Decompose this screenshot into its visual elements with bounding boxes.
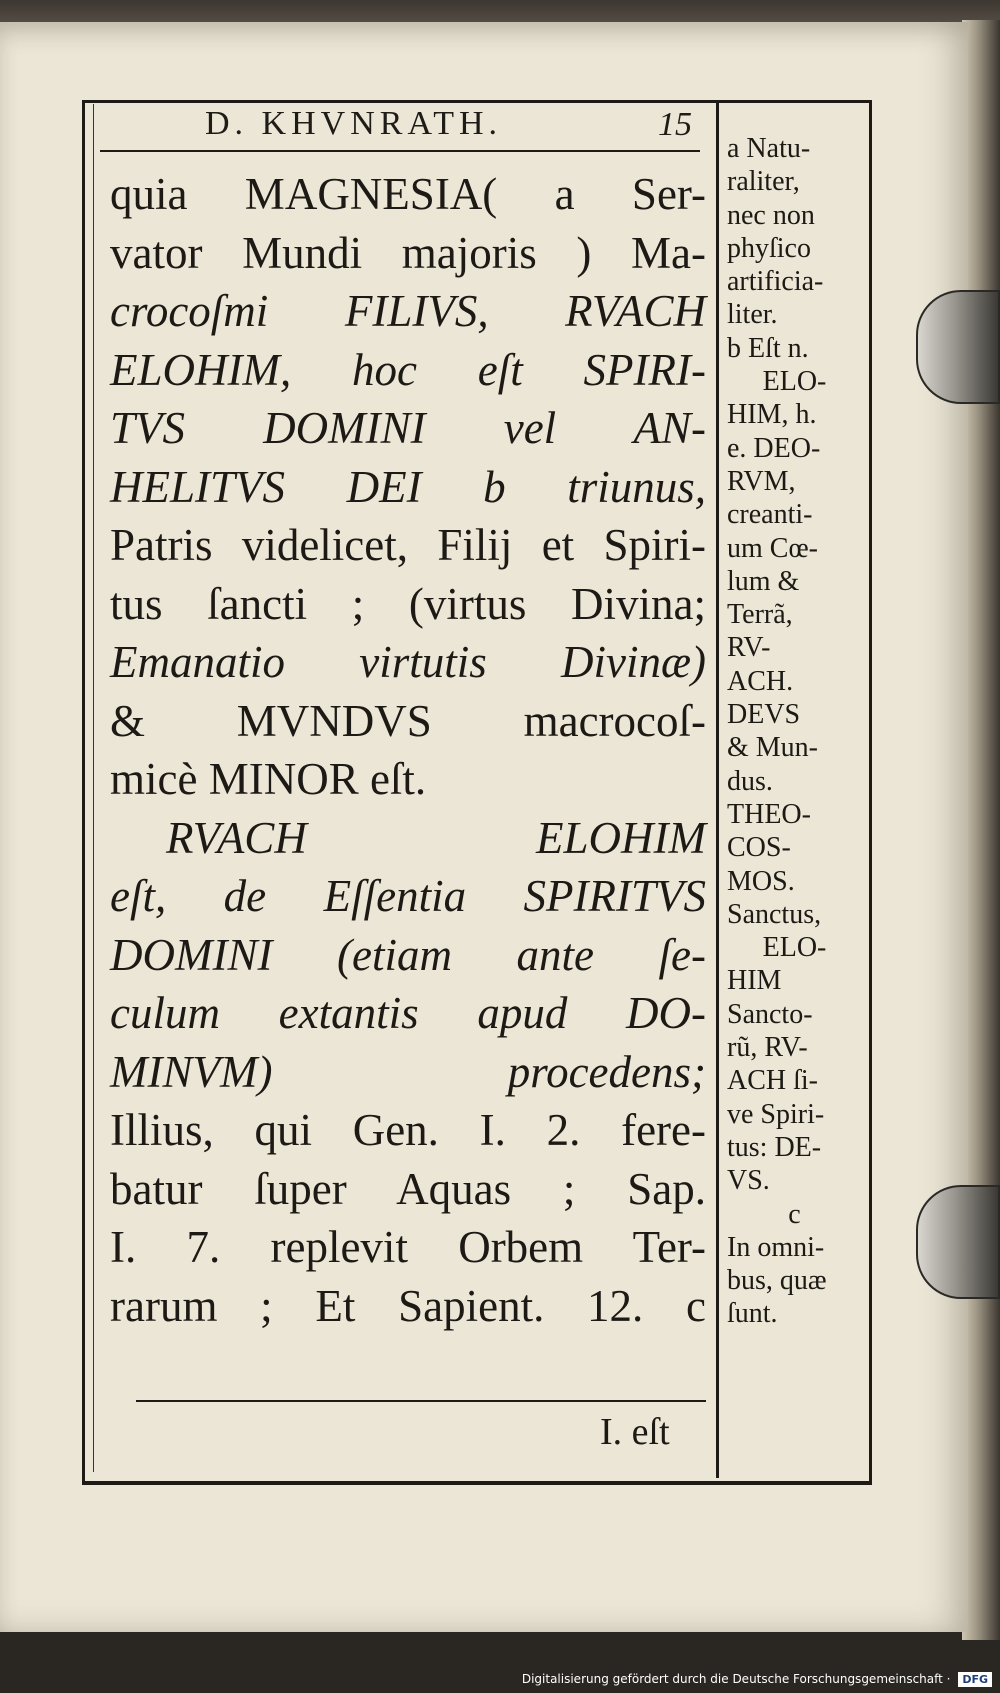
margin-note-line: DEVS <box>727 699 801 731</box>
margin-note-line: creanti- <box>727 499 813 531</box>
margin-note-line: liter. <box>727 299 778 331</box>
text-line: MINVM) procedens; <box>110 1046 706 1097</box>
text-line: ELOHIM, hoc eſt SPIRI- <box>110 344 706 395</box>
margin-note-line: ACH. <box>727 665 794 697</box>
text-line: tus ſancti ; (virtus Divina; <box>110 578 706 629</box>
margin-note-line: phyſico <box>727 232 811 264</box>
margin-note-line: ACH ſi- <box>727 1065 818 1097</box>
page-clip-upper <box>916 290 1000 404</box>
text-line: I. 7. replevit Orbem Ter- <box>110 1222 706 1272</box>
text-line: & MVNDVS macrocoſ- <box>110 695 706 746</box>
margin-note-line: nec non <box>727 199 815 231</box>
text-line: batur ſuper Aquas ; Sap. <box>110 1163 706 1214</box>
margin-note-line: c <box>788 1198 801 1230</box>
margin-note-line: MOS. <box>727 865 795 897</box>
margin-note-line: VS. <box>727 1165 770 1197</box>
margin-note-line: dus. <box>727 765 773 797</box>
margin-note-line: e. DEO- <box>727 432 821 464</box>
text-line: RVACH ELOHIM <box>166 812 706 863</box>
margin-note-line: HIM <box>727 965 782 997</box>
text-line: Patris videlicet, Filij et Spiri- <box>110 520 706 570</box>
margin-note-line: raliter, <box>727 166 800 198</box>
margin-note-line: ELO- <box>762 932 827 964</box>
margin-note-line: Sancto- <box>727 998 813 1030</box>
margin-note-line: ELO- <box>762 366 827 398</box>
margin-note-line: ſunt. <box>727 1298 778 1330</box>
margin-note-line: In omni- <box>727 1231 825 1263</box>
margin-note-line: lum & <box>727 565 800 597</box>
text-line: eſt, de Eſſentia SPIRITVS <box>110 871 706 921</box>
main-text-column <box>110 165 706 1335</box>
text-line: DOMINI (etiam ante ſe- <box>110 929 706 980</box>
footer-rule <box>136 1400 706 1402</box>
margin-column-divider <box>716 100 719 1478</box>
marginal-notes-column <box>727 132 862 1331</box>
margin-note-line: ve Spiri- <box>727 1098 825 1130</box>
margin-note-line: THEO- <box>727 798 811 830</box>
margin-note-line: b Eſt n. <box>727 332 809 364</box>
margin-note-line: um Cœ- <box>727 532 818 564</box>
text-line: culum extantis apud DO- <box>110 988 706 1038</box>
margin-note-line: & Mun- <box>727 732 818 764</box>
text-line: micè MINOR eſt. <box>110 754 427 804</box>
digitization-credit <box>0 1666 992 1693</box>
dfg-logo: DFG <box>958 1672 992 1687</box>
page-clip-lower <box>916 1185 1000 1299</box>
margin-note-line: RV- <box>727 632 771 664</box>
margin-note-line: tus: DE- <box>727 1131 822 1163</box>
text-line: rarum ; Et Sapient. 12. c <box>110 1280 706 1331</box>
page-number: 15 <box>658 106 692 143</box>
margin-note-line: COS- <box>727 832 791 864</box>
running-head: D. KHVNRATH. <box>205 105 503 142</box>
margin-note-line: bus, quæ <box>727 1265 827 1297</box>
text-line: vator Mundi majoris ) Ma- <box>110 227 706 278</box>
text-line: quia MAGNESIA( a Ser- <box>110 169 706 219</box>
margin-note-line: HIM, h. <box>727 399 817 431</box>
margin-note-line: Terrã, <box>727 599 793 631</box>
text-line: Illius, qui Gen. I. 2. fere- <box>110 1105 706 1155</box>
credit-text: Digitalisierung gefördert durch die Deutsche Forschungsgemeinschaft · <box>521 1672 951 1686</box>
margin-note-line: a Natu- <box>727 133 811 164</box>
margin-note-line: Sanctus, <box>727 898 822 930</box>
text-line: HELITVS DEI b triunus, <box>110 461 706 512</box>
margin-note-line: artificia- <box>727 266 824 298</box>
page-header <box>100 100 700 152</box>
text-line: Emanatio virtutis Divinæ) <box>110 637 706 687</box>
margin-note-line: rũ, RV- <box>727 1032 808 1064</box>
text-line: TVS DOMINI vel AN- <box>110 403 706 453</box>
margin-note-line: RVM, <box>727 465 796 497</box>
catchword: I. eſt <box>600 1411 670 1453</box>
text-line: crocoſmi FILIVS, RVACH <box>110 286 706 336</box>
